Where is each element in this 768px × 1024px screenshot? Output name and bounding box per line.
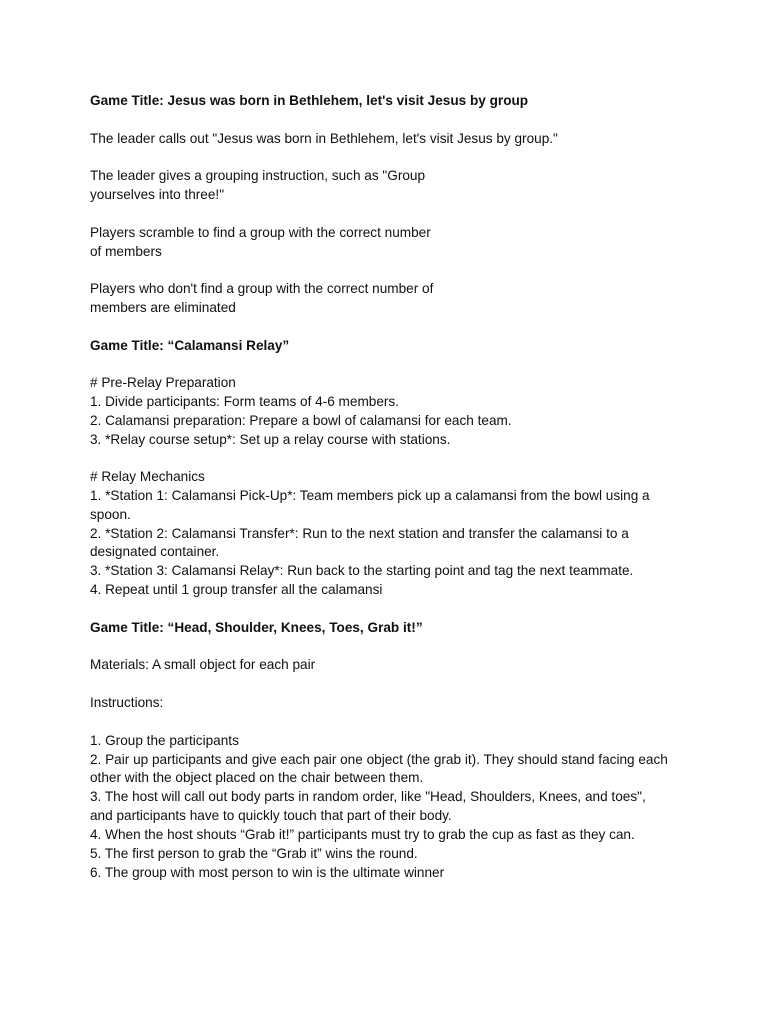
game2-mechanics-item-3: 3. *Station 3: Calamansi Relay*: Run back to the starting point and tag the next teammate.	[90, 563, 634, 578]
game3-step-2-line-2: other with the object placed on the chair between them.	[90, 770, 424, 785]
game2-prep-heading: # Pre-Relay Preparation	[90, 375, 236, 390]
game3-step-3-line-1: 3. The host will call out body parts in random order, like "Head, Shoulders, Knees, and toes",	[90, 789, 646, 804]
game3-step-5: 5. The first person to grab the “Grab it” wins the round.	[90, 846, 418, 861]
game2-mechanics-item-4: 4. Repeat until 1 group transfer all the calamansi	[90, 582, 383, 597]
game1-paragraph-2-line-2: yourselves into three!"	[90, 187, 225, 202]
game2-prep-item-3: 3. *Relay course setup*: Set up a relay course with stations.	[90, 432, 451, 447]
game2-title: Game Title: “Calamansi Relay”	[90, 338, 290, 353]
game1-paragraph-4-line-1: Players who don't find a group with the correct number of	[90, 281, 434, 296]
game2-mechanics-item-2-line-1: 2. *Station 2: Calamansi Transfer*: Run to the next station and transfer the calamansi to a	[90, 526, 629, 541]
game3-title: Game Title: “Head, Shoulder, Knees, Toes, Grab it!”	[90, 620, 423, 635]
game3-materials: Materials: A small object for each pair	[90, 657, 316, 672]
game2-mechanics-item-2-line-2: designated container.	[90, 544, 220, 559]
game2-prep-item-2: 2. Calamansi preparation: Prepare a bowl of calamansi for each team.	[90, 413, 512, 428]
game1-paragraph-4-line-2: members are eliminated	[90, 300, 236, 315]
game2-mechanics-item-1-line-1: 1. *Station 1: Calamansi Pick-Up*: Team members pick up a calamansi from the bowl using a	[90, 488, 650, 503]
game1-paragraph-3-line-2: of members	[90, 244, 162, 259]
game3-step-1: 1. Group the participants	[90, 733, 239, 748]
game3-step-2-line-1: 2. Pair up participants and give each pair one object (the grab it). They should stand facing each	[90, 752, 668, 767]
game1-title: Game Title: Jesus was born in Bethlehem, let's visit Jesus by group	[90, 93, 529, 108]
game3-step-6: 6. The group with most person to win is the ultimate winner	[90, 865, 445, 880]
game3-step-3-line-2: and participants have to quickly touch that part of their body.	[90, 808, 452, 823]
game1-paragraph-1: The leader calls out "Jesus was born in Bethlehem, let's visit Jesus by group."	[90, 131, 558, 146]
game1-paragraph-3-line-1: Players scramble to find a group with the correct number	[90, 225, 431, 240]
game3-instructions-heading: Instructions:	[90, 695, 164, 710]
game3-step-4: 4. When the host shouts “Grab it!” participants must try to grab the cup as fast as they can.	[90, 827, 635, 842]
game1-paragraph-2-line-1: The leader gives a grouping instruction, such as "Group	[90, 168, 426, 183]
game2-mechanics-heading: # Relay Mechanics	[90, 469, 205, 484]
game2-prep-item-1: 1. Divide participants: Form teams of 4-6 members.	[90, 394, 399, 409]
game2-mechanics-item-1-line-2: spoon.	[90, 507, 131, 522]
